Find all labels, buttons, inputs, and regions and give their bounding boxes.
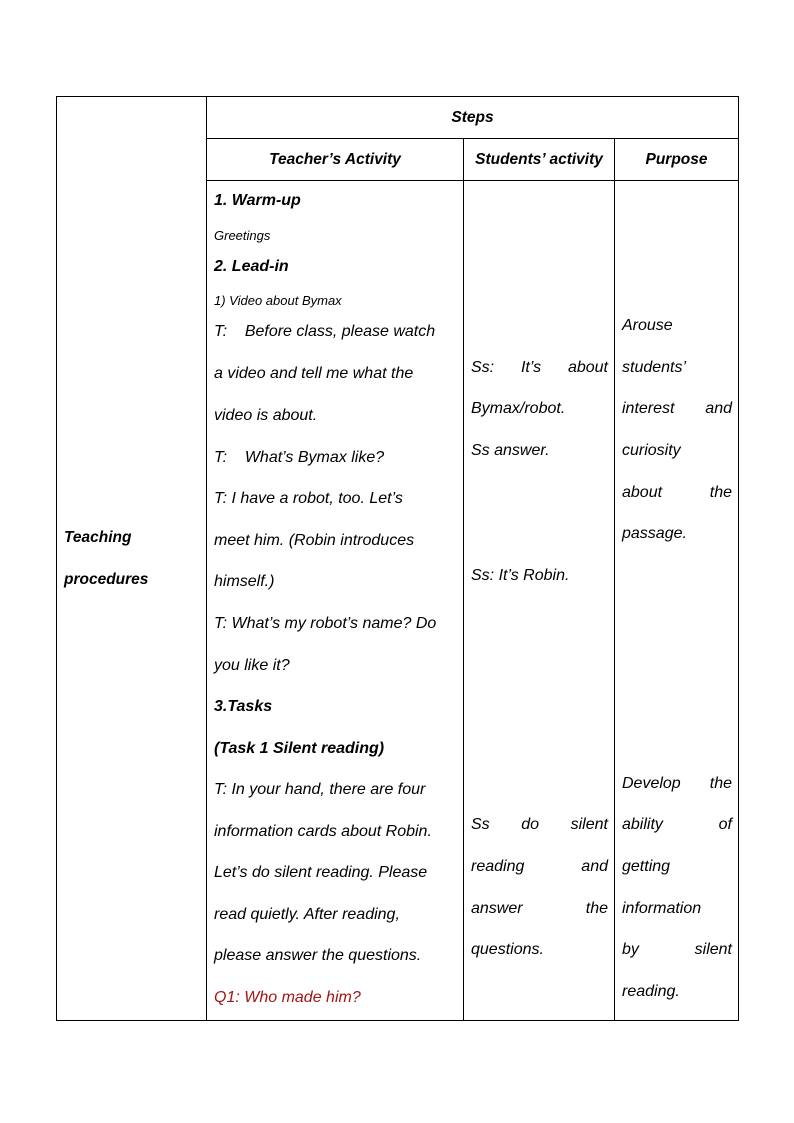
section-cell [57,97,207,1021]
teacher-line: T: What’s Bymax like? [214,449,385,466]
purpose-word: and [705,400,732,417]
student-line [471,857,608,877]
teacher-line: Greetings [214,228,271,243]
purpose-word: about [622,484,663,501]
teacher-line: T: I have a robot, too. Let’s [214,490,403,507]
purpose-word: the [709,484,732,501]
teacher-line: a video and tell me what the [214,365,414,382]
warm-up-heading: 1. Warm-up [214,192,301,209]
student-word: the [585,900,608,917]
student-word: Ss: [471,359,495,376]
student-line: Ss answer. [471,442,550,459]
student-word: reading [471,858,525,875]
students-activity-cell [464,181,615,1021]
question-1: Q1: Who made him? [214,989,361,1006]
teacher-line: video is about. [214,407,318,424]
student-word: Ss [471,816,490,833]
purpose-line [622,483,732,503]
teacher-line: himself.) [214,573,275,590]
student-line [471,358,608,378]
purpose-line [622,399,732,419]
student-line: questions. [471,941,544,958]
lead-in-heading: 2. Lead-in [214,258,289,275]
student-word: do [521,816,540,833]
teacher-line: please answer the questions. [214,947,422,964]
student-word: It’s [520,359,542,376]
purpose-word: silent [694,941,732,958]
teacher-line: 1) Video about Bymax [214,293,342,308]
purpose-line: curiosity [622,442,681,459]
teacher-line: T: What’s my robot’s name? Do [214,615,437,632]
purpose-word: ability [622,816,663,833]
student-word: answer [471,900,523,917]
purpose-line: getting [622,858,671,875]
purpose-word: the [709,775,732,792]
teacher-line: T: In your hand, there are four [214,781,426,798]
teacher-line: read quietly. After reading, [214,906,400,923]
purpose-line: Arouse [622,317,673,334]
purpose-word: interest [622,400,675,417]
purpose-header: Purpose [615,139,739,181]
purpose-line: passage. [622,525,687,542]
lesson-table [56,96,739,1021]
student-line: Ss: It’s Robin. [471,567,570,584]
teacher-line: T: Before class, please watch [214,323,436,340]
steps-header: Steps [207,97,739,139]
teacher-activity-header: Teacher’s Activity [207,139,464,181]
purpose-cell [615,181,739,1021]
purpose-line: information [622,900,702,917]
purpose-word: Develop [622,775,681,792]
student-word: and [581,858,608,875]
purpose-line [622,940,732,960]
students-activity-header: Students’ activity [464,139,615,181]
section-label-line-1: Teaching [64,528,132,546]
student-word: about [567,359,608,376]
task-1-heading: (Task 1 Silent reading) [214,740,385,757]
purpose-word: by [622,941,639,958]
teacher-line: information cards about Robin. [214,823,432,840]
purpose-line [622,774,732,794]
section-label-line-2: procedures [64,570,149,588]
student-word: silent [570,816,608,833]
teacher-line: you like it? [214,657,290,674]
tasks-heading: 3.Tasks [214,698,273,715]
purpose-line: reading. [622,983,680,1000]
purpose-word: students’ [622,359,687,376]
purpose-line [622,815,732,835]
student-line [471,815,608,835]
teacher-line: meet him. (Robin introduces [214,532,415,549]
purpose-word: of [718,816,732,833]
student-line [471,899,608,919]
teacher-line: Let’s do silent reading. Please [214,864,428,881]
student-line: Bymax/robot. [471,400,566,417]
purpose-line [622,358,732,378]
teacher-activity-cell [207,181,464,1021]
